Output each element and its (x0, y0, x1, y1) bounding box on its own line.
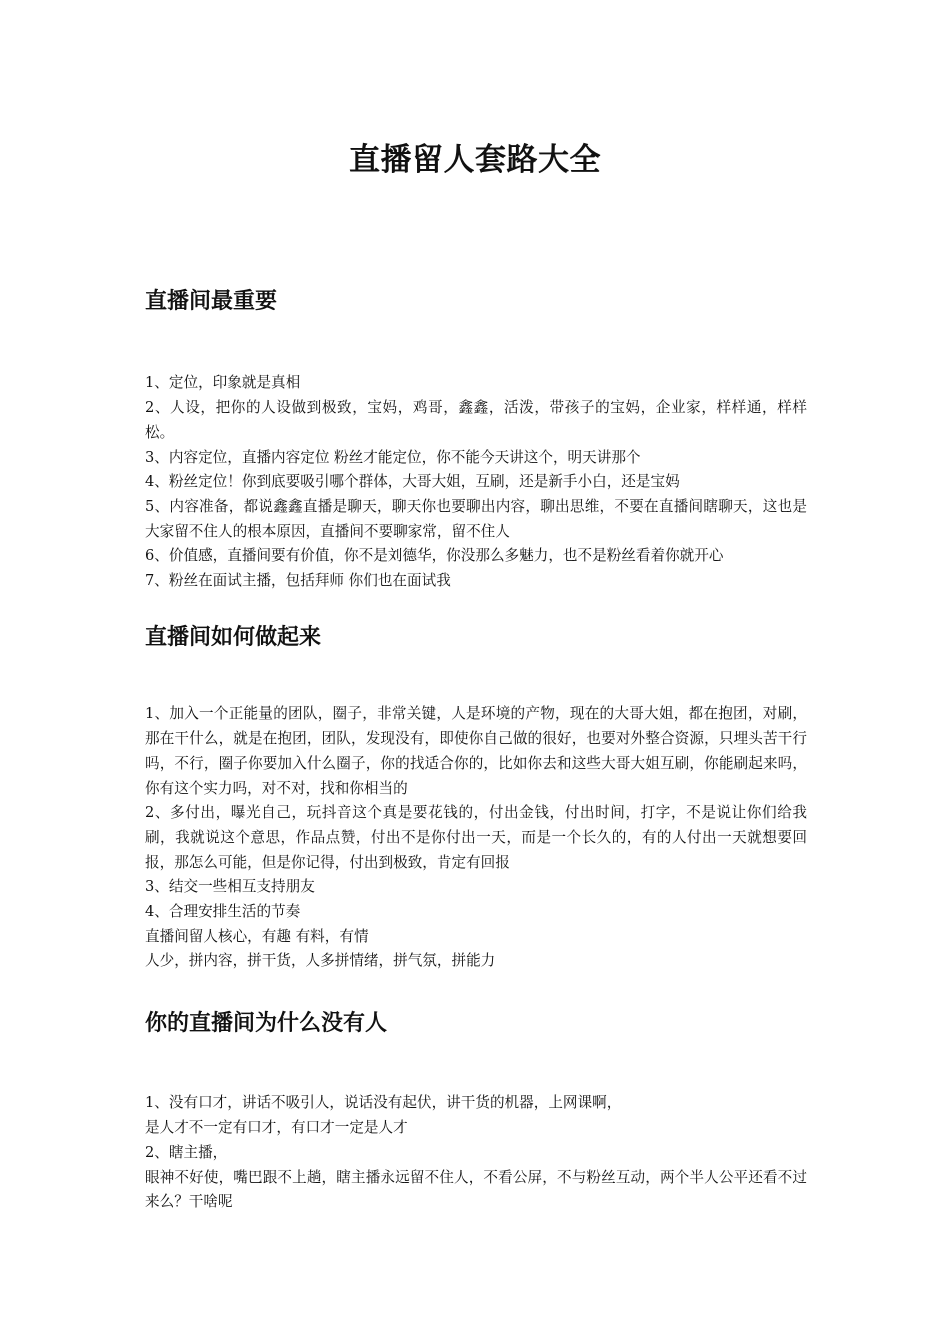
section-how-to-grow (145, 625, 807, 974)
paragraph: 5、内容准备，都说鑫鑫直播是聊天，聊天你也要聊出内容，聊出思维，不要在直播间瞎聊天，这也是大家留不住人的根本原因，直播间不要聊家常，留不住人 (145, 497, 807, 540)
paragraph: 2、人设，把你的人设做到极致，宝妈，鸡哥，鑫鑫，活泼，带孩子的宝妈，企业家，样样通，样样松。 (145, 399, 807, 441)
section-heading: 你的直播间为什么没有人 (145, 1011, 388, 1036)
section-heading: 直播间如何做起来 (145, 625, 322, 650)
paragraph: 2、多付出，曝光自己，玩抖音这个真是要花钱的，付出金钱，付出时间，打字，不是说让你们给我刷，我就说这个意思，作品点赞，付出不是你付出一天，而是一个长久的，有的人付出一天就想要回报，那怎么可能，但是你记得，付出到极致，肯定有回报 (145, 804, 807, 871)
section-body (145, 1091, 807, 1215)
section-most-important (145, 289, 807, 594)
paragraph: 4、粉丝定位！你到底要吸引哪个群体，大哥大姐，互刷，还是新手小白，还是宝妈 (145, 473, 680, 491)
paragraph: 人少，拼内容，拼干货，人多拼情绪，拼气氛，拼能力 (145, 952, 496, 970)
section-heading: 直播间最重要 (145, 289, 278, 314)
section-why-no-viewers (145, 1011, 807, 1215)
paragraph: 3、内容定位，直播内容定位 粉丝才能定位，你不能今天讲这个，明天讲那个 (145, 448, 641, 466)
section-body (145, 702, 807, 974)
paragraph: 7、粉丝在面试主播，包括拜师 你们也在面试我 (145, 572, 451, 590)
paragraph: 3、结交一些相互支持朋友 (145, 878, 315, 896)
paragraph: 1、加入一个正能量的团队，圈子，非常关键，人是环境的产物，现在的大哥大姐，都在抱团，对刷，那在干什么，就是在抱团，团队，发现没有，即使你自己做的很好，也要对外整合资源，只埋头苦干行吗，不行，圈子你要加入什么圈子，你的找适合你的，比如你去和这些大哥大姐互刷，你能刷起来吗，你有这个实力吗，对不对，找和你相当的 (145, 705, 807, 797)
paragraph: 眼神不好使，嘴巴跟不上趟，瞎主播永远留不住人，不看公屏，不与粉丝互动，两个半人公平还看不过来么？干啥呢 (145, 1168, 807, 1211)
paragraph: 4、合理安排生活的节奏 (145, 903, 301, 921)
section-body (145, 371, 807, 593)
paragraph: 2、瞎主播， (145, 1143, 228, 1161)
paragraph: 1、没有口才，讲话不吸引人，说话没有起伏，讲干货的机器，上网课啊， (145, 1094, 622, 1112)
paragraph: 是人才不一定有口才，有口才一定是人才 (145, 1119, 408, 1137)
document-title: 直播留人套路大全 (349, 142, 601, 178)
paragraph: 6、价值感，直播间要有价值，你不是刘德华，你没那么多魅力，也不是粉丝看着你就开心 (145, 547, 724, 565)
paragraph: 直播间留人核心，有趣 有料，有情 (145, 927, 369, 945)
paragraph: 1、定位，印象就是真相 (145, 374, 301, 392)
